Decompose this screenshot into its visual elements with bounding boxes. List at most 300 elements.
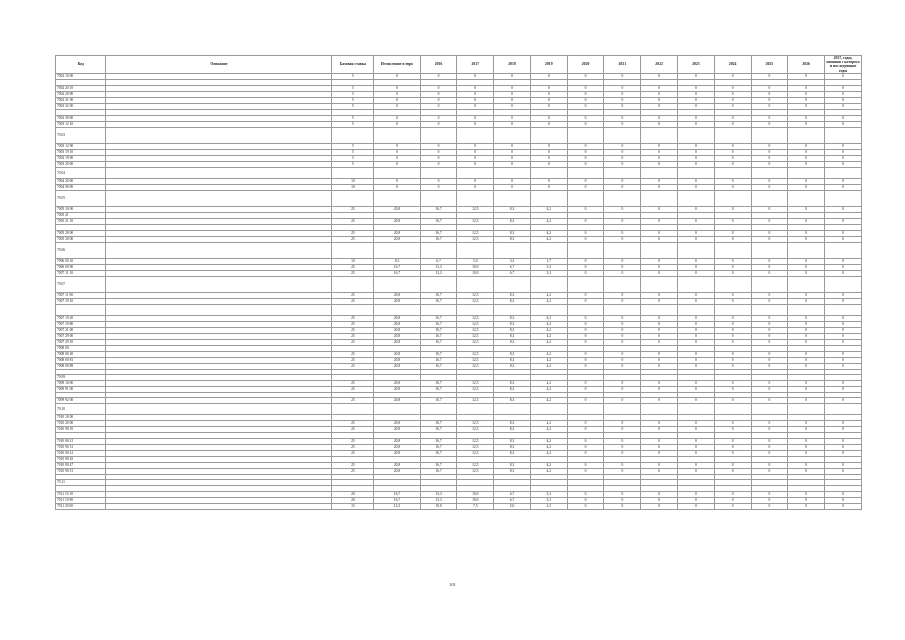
- row-cell: 5,0: [494, 503, 531, 509]
- row-cell: 0: [567, 339, 604, 345]
- row-cell: 0: [825, 491, 862, 497]
- row-cell: 5: [332, 103, 374, 109]
- row-cell: 8,3: [494, 357, 531, 363]
- row-cell: 0: [641, 298, 678, 304]
- row-cell: 0: [641, 218, 678, 224]
- row-cell: 20,8: [374, 444, 420, 450]
- row-cell: 4,2: [530, 438, 567, 444]
- row-cell: 0: [530, 143, 567, 149]
- row-code: 7004 90 00: [56, 184, 106, 190]
- row-description: [106, 167, 332, 178]
- row-cell: 0: [641, 258, 678, 264]
- row-cell: 0: [420, 155, 457, 161]
- row-cell: 12,5: [457, 321, 494, 327]
- row-cell: [494, 127, 531, 143]
- row-cell: [751, 242, 788, 258]
- row-cell: [825, 403, 862, 414]
- row-cell: 4,2: [530, 468, 567, 474]
- row-cell: 0: [457, 115, 494, 121]
- column-header: 2027, годы, начиная с которого и последующие годы: [826, 56, 860, 73]
- row-cell: [788, 276, 825, 292]
- row-cell: 0: [825, 97, 862, 103]
- table-row: [56, 403, 862, 414]
- row-code: 7007 11 90: [56, 292, 106, 298]
- row-cell: 12,5: [457, 468, 494, 474]
- row-code: 7010 90 21: [56, 438, 106, 444]
- row-code: 7007 19 20: [56, 315, 106, 321]
- row-cell: 0: [714, 121, 751, 127]
- column-header: Исчисление в евро: [374, 56, 420, 74]
- row-code: 7007 21 00: [56, 327, 106, 333]
- row-cell: 0: [788, 85, 825, 91]
- row-cell: 3,3: [494, 258, 531, 264]
- row-code: 7007 11 10: [56, 270, 106, 276]
- row-cell: 0: [825, 363, 862, 369]
- row-cell: [641, 304, 678, 315]
- column-header: 2016: [420, 56, 457, 74]
- row-code: 7010 90 41: [56, 450, 106, 456]
- row-cell: 0: [788, 161, 825, 167]
- row-cell: 0: [567, 397, 604, 403]
- row-cell: 0: [751, 270, 788, 276]
- row-code: 70.10: [56, 403, 106, 414]
- row-cell: 0: [374, 155, 420, 161]
- row-cell: 0: [751, 155, 788, 161]
- row-cell: 20,8: [374, 357, 420, 363]
- row-code: 70.09: [56, 374, 106, 380]
- row-cell: [420, 276, 457, 292]
- row-cell: 0: [825, 206, 862, 212]
- row-cell: 0: [677, 491, 714, 497]
- row-cell: 13,3: [420, 497, 457, 503]
- row-cell: 5: [332, 97, 374, 103]
- row-cell: 0: [604, 503, 641, 509]
- row-code: 7008 00: [56, 345, 106, 351]
- row-cell: 0: [751, 397, 788, 403]
- row-cell: 3,3: [530, 270, 567, 276]
- row-cell: 4,2: [530, 420, 567, 426]
- row-cell: [530, 304, 567, 315]
- row-cell: 0: [788, 333, 825, 339]
- row-cell: 0: [641, 103, 678, 109]
- row-cell: 0: [604, 73, 641, 79]
- row-cell: 4,2: [530, 351, 567, 357]
- row-cell: 0: [677, 143, 714, 149]
- row-cell: 0: [641, 206, 678, 212]
- row-cell: 0: [751, 178, 788, 184]
- row-cell: 0: [788, 397, 825, 403]
- row-cell: 0: [494, 149, 531, 155]
- row-cell: 0: [641, 339, 678, 345]
- row-cell: 0: [530, 149, 567, 155]
- row-cell: 25: [332, 270, 374, 276]
- row-cell: 4,2: [530, 315, 567, 321]
- row-cell: 10,0: [457, 491, 494, 497]
- row-cell: 0: [825, 149, 862, 155]
- table-row: [56, 304, 862, 315]
- row-cell: [374, 242, 420, 258]
- row-cell: 0: [751, 351, 788, 357]
- row-cell: 0: [374, 97, 420, 103]
- row-cell: 20,8: [374, 292, 420, 298]
- row-cell: 0: [751, 333, 788, 339]
- row-cell: 0: [677, 333, 714, 339]
- row-cell: [677, 403, 714, 414]
- row-cell: 16,7: [420, 397, 457, 403]
- row-code: 7002 31 00: [56, 97, 106, 103]
- row-code: 7007 19 10: [56, 298, 106, 304]
- row-cell: 0: [530, 97, 567, 103]
- row-cell: [530, 190, 567, 206]
- row-cell: 0: [567, 321, 604, 327]
- row-cell: 0: [567, 161, 604, 167]
- row-code: 7002 20 10: [56, 85, 106, 91]
- row-cell: 20,8: [374, 420, 420, 426]
- row-cell: 0: [751, 236, 788, 242]
- row-code: 7011 20 00: [56, 503, 106, 509]
- row-cell: 16,7: [420, 298, 457, 304]
- row-cell: 0: [788, 236, 825, 242]
- row-cell: 0: [374, 184, 420, 190]
- row-cell: 0: [751, 143, 788, 149]
- row-cell: [530, 167, 567, 178]
- row-cell: 0: [457, 149, 494, 155]
- row-cell: 20,8: [374, 236, 420, 242]
- row-cell: 4,2: [530, 450, 567, 456]
- row-cell: 0: [751, 206, 788, 212]
- row-cell: 16,7: [420, 236, 457, 242]
- row-cell: [641, 242, 678, 258]
- row-cell: 25: [332, 264, 374, 270]
- row-cell: [825, 242, 862, 258]
- row-cell: 8,3: [494, 327, 531, 333]
- row-cell: 0: [714, 115, 751, 121]
- row-cell: 20,8: [374, 298, 420, 304]
- row-cell: 4,2: [530, 321, 567, 327]
- row-cell: 0: [825, 103, 862, 109]
- row-cell: 0: [420, 161, 457, 167]
- row-cell: 0: [604, 91, 641, 97]
- row-cell: 5: [332, 91, 374, 97]
- row-cell: 0: [825, 450, 862, 456]
- row-cell: 0: [714, 420, 751, 426]
- row-cell: 0: [751, 161, 788, 167]
- row-cell: 0: [604, 143, 641, 149]
- row-cell: 0: [825, 91, 862, 97]
- row-cell: 0: [567, 230, 604, 236]
- row-cell: 0: [567, 497, 604, 503]
- row-cell: 0: [604, 468, 641, 474]
- row-description: [106, 127, 332, 143]
- row-cell: 25: [332, 357, 374, 363]
- row-cell: [530, 276, 567, 292]
- row-cell: 8,3: [494, 298, 531, 304]
- row-cell: 0: [567, 143, 604, 149]
- row-cell: 0: [788, 420, 825, 426]
- row-cell: 0: [714, 503, 751, 509]
- row-cell: 12,5: [457, 462, 494, 468]
- row-cell: 0: [751, 73, 788, 79]
- row-cell: 0: [677, 161, 714, 167]
- row-cell: [604, 190, 641, 206]
- row-cell: [457, 127, 494, 143]
- row-cell: 0: [751, 468, 788, 474]
- row-cell: 0: [677, 258, 714, 264]
- table-row: [56, 127, 862, 143]
- row-cell: [751, 167, 788, 178]
- row-cell: [751, 127, 788, 143]
- row-cell: 16,7: [420, 351, 457, 357]
- row-cell: [825, 127, 862, 143]
- row-cell: 5: [332, 149, 374, 155]
- row-cell: 0: [788, 491, 825, 497]
- column-header: 2024: [714, 56, 751, 74]
- row-cell: 0: [530, 85, 567, 91]
- row-cell: [374, 127, 420, 143]
- row-cell: 4,2: [530, 426, 567, 432]
- row-cell: 16,7: [420, 315, 457, 321]
- row-cell: 8,3: [494, 468, 531, 474]
- row-cell: 0: [825, 264, 862, 270]
- row-cell: 0: [567, 315, 604, 321]
- row-cell: 0: [641, 264, 678, 270]
- row-cell: 0: [420, 184, 457, 190]
- row-cell: 16,7: [420, 420, 457, 426]
- row-code: 7005 10 00: [56, 206, 106, 212]
- row-cell: [567, 304, 604, 315]
- row-cell: 0: [788, 270, 825, 276]
- row-cell: 8,3: [494, 351, 531, 357]
- row-cell: 0: [751, 184, 788, 190]
- row-cell: 0: [567, 85, 604, 91]
- row-cell: 0: [604, 264, 641, 270]
- row-cell: 0: [604, 178, 641, 184]
- row-cell: 4,2: [530, 386, 567, 392]
- row-cell: 0: [714, 73, 751, 79]
- row-cell: 12,5: [457, 438, 494, 444]
- row-cell: 6,7: [494, 497, 531, 503]
- row-cell: 0: [530, 115, 567, 121]
- row-cell: 0: [604, 103, 641, 109]
- row-cell: 12,5: [457, 292, 494, 298]
- column-header: 2020: [567, 56, 604, 74]
- row-cell: 0: [567, 468, 604, 474]
- row-cell: 0: [641, 380, 678, 386]
- row-cell: 0: [788, 497, 825, 503]
- row-cell: 16,7: [420, 438, 457, 444]
- row-cell: 0: [788, 321, 825, 327]
- row-cell: 0: [677, 397, 714, 403]
- row-cell: 0: [714, 497, 751, 503]
- row-cell: 0: [788, 264, 825, 270]
- row-cell: 10: [332, 184, 374, 190]
- row-cell: 16,7: [420, 230, 457, 236]
- row-cell: [420, 127, 457, 143]
- row-code: 7002 39 00: [56, 115, 106, 121]
- row-cell: 25: [332, 444, 374, 450]
- row-cell: [677, 276, 714, 292]
- column-header: 2017: [457, 56, 494, 74]
- row-cell: 25: [332, 298, 374, 304]
- row-cell: 0: [374, 115, 420, 121]
- row-cell: 0: [788, 468, 825, 474]
- row-cell: [374, 304, 420, 315]
- row-cell: [677, 242, 714, 258]
- row-cell: 0: [604, 386, 641, 392]
- row-code: 7005 30 00: [56, 236, 106, 242]
- row-code: 7010 20 00: [56, 420, 106, 426]
- row-code: 7003 20 00: [56, 161, 106, 167]
- row-cell: 0: [714, 91, 751, 97]
- row-cell: 0: [677, 444, 714, 450]
- row-cell: 8,3: [494, 236, 531, 242]
- row-cell: 0: [641, 184, 678, 190]
- row-cell: 0: [825, 121, 862, 127]
- row-cell: 25: [332, 321, 374, 327]
- row-cell: 0: [788, 380, 825, 386]
- row-cell: [604, 304, 641, 315]
- row-cell: 0: [494, 161, 531, 167]
- row-cell: 0: [457, 143, 494, 149]
- row-cell: 0: [604, 462, 641, 468]
- row-cell: 4,2: [530, 444, 567, 450]
- row-cell: 0: [604, 397, 641, 403]
- row-cell: [641, 167, 678, 178]
- row-cell: 0: [567, 206, 604, 212]
- row-cell: 10: [332, 258, 374, 264]
- row-cell: 0: [751, 503, 788, 509]
- row-cell: [604, 276, 641, 292]
- row-cell: 0: [825, 298, 862, 304]
- row-cell: 0: [457, 103, 494, 109]
- row-cell: 0: [567, 444, 604, 450]
- row-code: 70.04: [56, 167, 106, 178]
- row-cell: 25: [332, 420, 374, 426]
- row-cell: 0: [751, 462, 788, 468]
- row-cell: 5: [332, 161, 374, 167]
- row-cell: [714, 190, 751, 206]
- row-cell: 16,7: [420, 386, 457, 392]
- row-cell: 0: [374, 91, 420, 97]
- row-cell: 0: [641, 321, 678, 327]
- row-cell: [332, 403, 374, 414]
- row-cell: 0: [567, 327, 604, 333]
- row-cell: 16,7: [420, 357, 457, 363]
- row-cell: 0: [374, 73, 420, 79]
- row-cell: 0: [788, 115, 825, 121]
- row-cell: [494, 190, 531, 206]
- row-cell: [374, 403, 420, 414]
- row-cell: 4,2: [530, 380, 567, 386]
- row-cell: [604, 167, 641, 178]
- row-cell: 0: [677, 321, 714, 327]
- row-cell: 0: [567, 438, 604, 444]
- row-code: 7002 10 00: [56, 73, 106, 79]
- column-header: 2025: [751, 56, 788, 74]
- row-cell: 0: [567, 333, 604, 339]
- row-cell: [714, 403, 751, 414]
- row-cell: 12,5: [457, 230, 494, 236]
- row-cell: 0: [825, 258, 862, 264]
- table-row: [56, 503, 862, 509]
- row-cell: 10: [332, 178, 374, 184]
- row-code: 70.05: [56, 190, 106, 206]
- row-cell: 25: [332, 397, 374, 403]
- row-cell: 4,2: [530, 230, 567, 236]
- row-cell: 8,3: [494, 380, 531, 386]
- row-cell: 0: [530, 155, 567, 161]
- row-cell: 0: [825, 380, 862, 386]
- row-cell: [457, 242, 494, 258]
- row-cell: [788, 403, 825, 414]
- row-cell: 0: [677, 115, 714, 121]
- row-cell: [567, 190, 604, 206]
- row-cell: 0: [751, 97, 788, 103]
- row-cell: 0: [494, 143, 531, 149]
- row-cell: [788, 127, 825, 143]
- row-cell: 4,2: [530, 292, 567, 298]
- row-cell: 0: [714, 397, 751, 403]
- row-cell: 0: [714, 236, 751, 242]
- row-cell: 12,5: [457, 380, 494, 386]
- row-cell: 5: [332, 143, 374, 149]
- row-cell: 0: [530, 73, 567, 79]
- row-code: 7010 90 51: [56, 468, 106, 474]
- row-code: [56, 304, 106, 315]
- row-cell: 0: [530, 178, 567, 184]
- row-cell: 0: [788, 298, 825, 304]
- row-cell: [332, 242, 374, 258]
- row-cell: 0: [825, 468, 862, 474]
- row-cell: 0: [677, 85, 714, 91]
- row-cell: [641, 190, 678, 206]
- row-cell: 0: [714, 357, 751, 363]
- row-cell: 0: [604, 97, 641, 103]
- row-cell: 0: [604, 298, 641, 304]
- row-cell: 0: [677, 103, 714, 109]
- row-cell: 16,7: [374, 491, 420, 497]
- row-cell: 25: [332, 339, 374, 345]
- row-cell: 0: [604, 121, 641, 127]
- row-cell: 0: [567, 386, 604, 392]
- row-cell: 0: [788, 438, 825, 444]
- row-cell: 0: [714, 178, 751, 184]
- row-cell: 12,5: [457, 206, 494, 212]
- row-cell: 0: [677, 468, 714, 474]
- row-cell: 8,3: [374, 258, 420, 264]
- row-cell: 0: [567, 236, 604, 242]
- row-code: 7008 00 20: [56, 351, 106, 357]
- tariff-table-sheet: [55, 55, 862, 510]
- row-code: 70.07: [56, 276, 106, 292]
- row-cell: 0: [825, 426, 862, 432]
- row-cell: 0: [788, 218, 825, 224]
- row-cell: 6,7: [420, 258, 457, 264]
- row-cell: 25: [332, 292, 374, 298]
- row-cell: 0: [641, 91, 678, 97]
- row-cell: 0: [604, 380, 641, 386]
- row-cell: 0: [641, 444, 678, 450]
- row-cell: [751, 190, 788, 206]
- row-code: 7010 90 47: [56, 462, 106, 468]
- row-cell: 8,3: [494, 420, 531, 426]
- row-cell: 0: [374, 178, 420, 184]
- column-header: Описание: [106, 56, 332, 74]
- row-cell: 8,3: [494, 321, 531, 327]
- row-cell: 25: [332, 315, 374, 321]
- row-cell: 20,8: [374, 315, 420, 321]
- row-cell: [641, 276, 678, 292]
